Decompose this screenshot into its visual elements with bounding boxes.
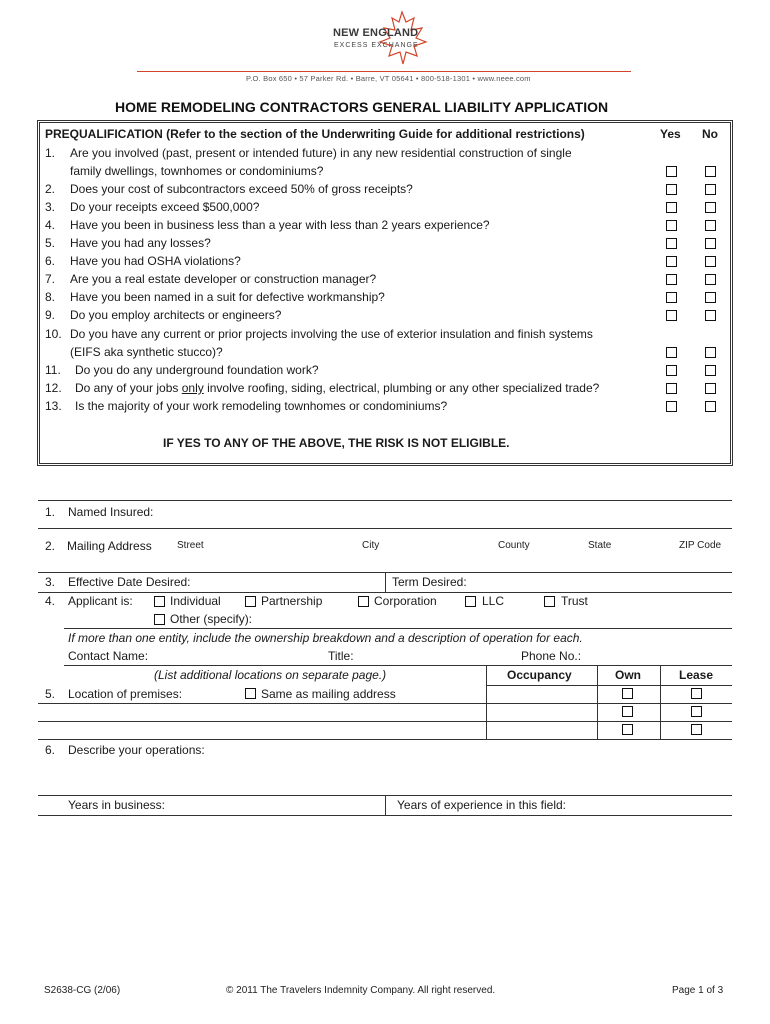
q10-no-checkbox[interactable] <box>705 347 716 358</box>
form-rule <box>38 739 732 740</box>
phone-label: Phone No.: <box>521 649 582 663</box>
field-number: 2. <box>45 539 56 553</box>
question-number: 5. <box>45 236 56 250</box>
llc-label: LLC <box>482 594 505 608</box>
partnership-label: Partnership <box>261 594 323 608</box>
header-divider <box>137 71 631 72</box>
own-checkbox-1[interactable] <box>622 688 633 699</box>
q3-yes-checkbox[interactable] <box>666 202 677 213</box>
question-number: 6. <box>45 254 56 268</box>
own-checkbox-2[interactable] <box>622 706 633 717</box>
page-number: Page 1 of 3 <box>672 985 724 996</box>
trust-checkbox[interactable] <box>544 596 555 607</box>
zip-code-label: ZIP Code <box>679 540 722 551</box>
trust-label: Trust <box>561 594 588 608</box>
question-number: 2. <box>45 182 56 196</box>
logo-line1: NEW ENGLAND <box>333 27 419 39</box>
q12-yes-checkbox[interactable] <box>666 383 677 394</box>
question-text: Are you involved (past, present or intended future) in any new residential construction of single <box>70 146 572 160</box>
effective-date-field[interactable] <box>200 575 380 589</box>
field-number: 4. <box>45 594 56 608</box>
question-number: 1. <box>45 146 56 160</box>
phone-field[interactable] <box>588 649 730 663</box>
other-checkbox[interactable] <box>154 614 165 625</box>
location-field-3[interactable] <box>68 723 482 737</box>
question-number: 11. <box>45 363 61 377</box>
logo-line2: EXCESS EXCHANGE <box>334 42 419 49</box>
mailing-address-field[interactable] <box>177 554 730 568</box>
term-desired-label: Term Desired: <box>392 575 467 589</box>
q1-no-checkbox[interactable] <box>705 166 716 177</box>
city-label: City <box>362 540 380 551</box>
page-title: HOME REMODELING CONTRACTORS GENERAL LIABILITY APPLICATION <box>115 99 609 115</box>
q5-yes-checkbox[interactable] <box>666 238 677 249</box>
form-rule <box>38 721 732 722</box>
form-rule <box>64 628 732 629</box>
q8-yes-checkbox[interactable] <box>666 292 677 303</box>
same-as-mailing-checkbox[interactable] <box>245 688 256 699</box>
corporation-checkbox[interactable] <box>358 596 369 607</box>
question-text: Do you have any current or prior projects involving the use of exterior insulation and finish systems <box>70 327 593 341</box>
field-number: 3. <box>45 575 56 589</box>
llc-checkbox[interactable] <box>465 596 476 607</box>
individual-label: Individual <box>170 594 221 608</box>
effective-date-label: Effective Date Desired: <box>68 575 191 589</box>
applicant-is-label: Applicant is: <box>68 594 133 608</box>
q2-no-checkbox[interactable] <box>705 184 716 195</box>
question-number: 10. <box>45 327 62 341</box>
field-number: 1. <box>45 505 56 519</box>
own-header: Own <box>615 668 641 682</box>
question-text: Have you had OSHA violations? <box>70 254 241 268</box>
question-number: 9. <box>45 308 56 322</box>
entity-note: If more than one entity, include the ownership breakdown and a description of operation for each. <box>68 631 583 645</box>
question-text: Have you had any losses? <box>70 236 211 250</box>
no-column-header: No <box>702 127 718 141</box>
q13-yes-checkbox[interactable] <box>666 401 677 412</box>
partnership-checkbox[interactable] <box>245 596 256 607</box>
form-id: S2638-CG (2/06) <box>44 985 121 996</box>
question-text: Do you employ architects or engineers? <box>70 308 282 322</box>
question-emphasis: only <box>181 381 204 395</box>
describe-operations-field[interactable] <box>68 760 730 792</box>
question-number: 12. <box>45 381 62 395</box>
q12-no-checkbox[interactable] <box>705 383 716 394</box>
location-field-2[interactable] <box>68 705 482 719</box>
company-logo <box>330 8 440 68</box>
q4-yes-checkbox[interactable] <box>666 220 677 231</box>
q7-yes-checkbox[interactable] <box>666 274 677 285</box>
form-rule <box>38 815 732 816</box>
form-divider <box>385 795 386 815</box>
years-experience-label: Years of experience in this field: <box>397 798 566 812</box>
q6-no-checkbox[interactable] <box>705 256 716 267</box>
years-experience-field[interactable] <box>580 798 730 812</box>
question-text: (EIFS aka synthetic stucco)? <box>70 345 223 359</box>
company-address: P.O. Box 650 • 57 Parker Rd. • Barre, VT 05641 • 800-518-1301 • www.neee.com <box>246 74 531 83</box>
location-label: Location of premises: <box>68 687 183 701</box>
term-desired-field[interactable] <box>476 575 730 589</box>
question-number: 13. <box>45 399 62 413</box>
q11-no-checkbox[interactable] <box>705 365 716 376</box>
question-number: 3. <box>45 200 56 214</box>
additional-locations-note: (List additional locations on separate page.) <box>154 668 387 682</box>
question-text: Do you do any underground foundation work? <box>75 363 319 377</box>
table-divider <box>486 665 487 739</box>
lease-checkbox-2[interactable] <box>691 706 702 717</box>
street-label: Street <box>177 540 204 551</box>
form-rule <box>64 665 732 666</box>
q7-no-checkbox[interactable] <box>705 274 716 285</box>
question-text: family dwellings, townhomes or condominiums? <box>70 164 324 178</box>
copyright: © 2011 The Travelers Indemnity Company. All right reserved. <box>226 985 496 996</box>
form-rule <box>38 592 732 593</box>
contact-name-field[interactable] <box>156 649 324 663</box>
mailing-address-label: Mailing Address <box>67 539 152 553</box>
q13-no-checkbox[interactable] <box>705 401 716 412</box>
form-divider <box>385 572 386 592</box>
other-specify-field[interactable] <box>262 612 730 626</box>
question-text: Have you been named in a suit for defective workmanship? <box>70 290 385 304</box>
question-text-part: involve roofing, siding, electrical, plumbing or any other specialized trade? <box>207 381 600 395</box>
q4-no-checkbox[interactable] <box>705 220 716 231</box>
own-checkbox-3[interactable] <box>622 724 633 735</box>
describe-operations-label: Describe your operations: <box>68 743 205 757</box>
question-number: 8. <box>45 290 56 304</box>
individual-checkbox[interactable] <box>154 596 165 607</box>
occupancy-field-2[interactable] <box>490 705 594 719</box>
other-specify-label: Other (specify): <box>170 612 253 626</box>
field-number: 6. <box>45 743 56 757</box>
question-text-part: Do any of your jobs <box>75 381 179 395</box>
question-number: 4. <box>45 218 56 232</box>
yes-column-header: Yes <box>660 127 681 141</box>
ineligible-notice: IF YES TO ANY OF THE ABOVE, THE RISK IS NOT ELIGIBLE. <box>163 436 510 450</box>
table-divider <box>597 665 598 739</box>
same-as-mailing-label: Same as mailing address <box>261 687 396 701</box>
question-text: Are you a real estate developer or construction manager? <box>70 272 377 286</box>
contact-name-label: Contact Name: <box>68 649 149 663</box>
question-text <box>75 381 599 395</box>
q5-no-checkbox[interactable] <box>705 238 716 249</box>
title-label: Title: <box>328 649 354 663</box>
q9-no-checkbox[interactable] <box>705 310 716 321</box>
q11-yes-checkbox[interactable] <box>666 365 677 376</box>
occupancy-field-3[interactable] <box>490 723 594 737</box>
question-text: Do your receipts exceed $500,000? <box>70 200 260 214</box>
lease-checkbox-3[interactable] <box>691 724 702 735</box>
lease-checkbox-1[interactable] <box>691 688 702 699</box>
question-text: Have you been in business less than a year with less than 2 years experience? <box>70 218 490 232</box>
q10-yes-checkbox[interactable] <box>666 347 677 358</box>
q6-yes-checkbox[interactable] <box>666 256 677 267</box>
years-in-business-field[interactable] <box>175 798 381 812</box>
table-divider <box>660 665 661 739</box>
question-text: Is the majority of your work remodeling townhomes or condominiums? <box>75 399 448 413</box>
form-top-rule <box>38 500 732 501</box>
q2-yes-checkbox[interactable] <box>666 184 677 195</box>
occupancy-header: Occupancy <box>507 668 572 682</box>
title-field[interactable] <box>360 649 516 663</box>
named-insured-label: Named Insured: <box>68 505 154 519</box>
named-insured-field[interactable] <box>160 505 730 519</box>
state-label: State <box>588 540 612 551</box>
corporation-label: Corporation <box>374 594 437 608</box>
q9-yes-checkbox[interactable] <box>666 310 677 321</box>
prequalification-heading: PREQUALIFICATION (Refer to the section of the Underwriting Guide for additional restrictions) <box>45 127 585 141</box>
field-number: 5. <box>45 687 56 701</box>
occupancy-field-1[interactable] <box>490 687 594 701</box>
question-text: Does your cost of subcontractors exceed 50% of gross receipts? <box>70 182 413 196</box>
question-number: 7. <box>45 272 56 286</box>
years-in-business-label: Years in business: <box>68 798 165 812</box>
q1-yes-checkbox[interactable] <box>666 166 677 177</box>
table-rule <box>486 685 732 686</box>
q3-no-checkbox[interactable] <box>705 202 716 213</box>
q8-no-checkbox[interactable] <box>705 292 716 303</box>
form-rule <box>38 528 732 529</box>
lease-header: Lease <box>679 668 714 682</box>
form-rule <box>38 703 732 704</box>
county-label: County <box>498 540 530 551</box>
